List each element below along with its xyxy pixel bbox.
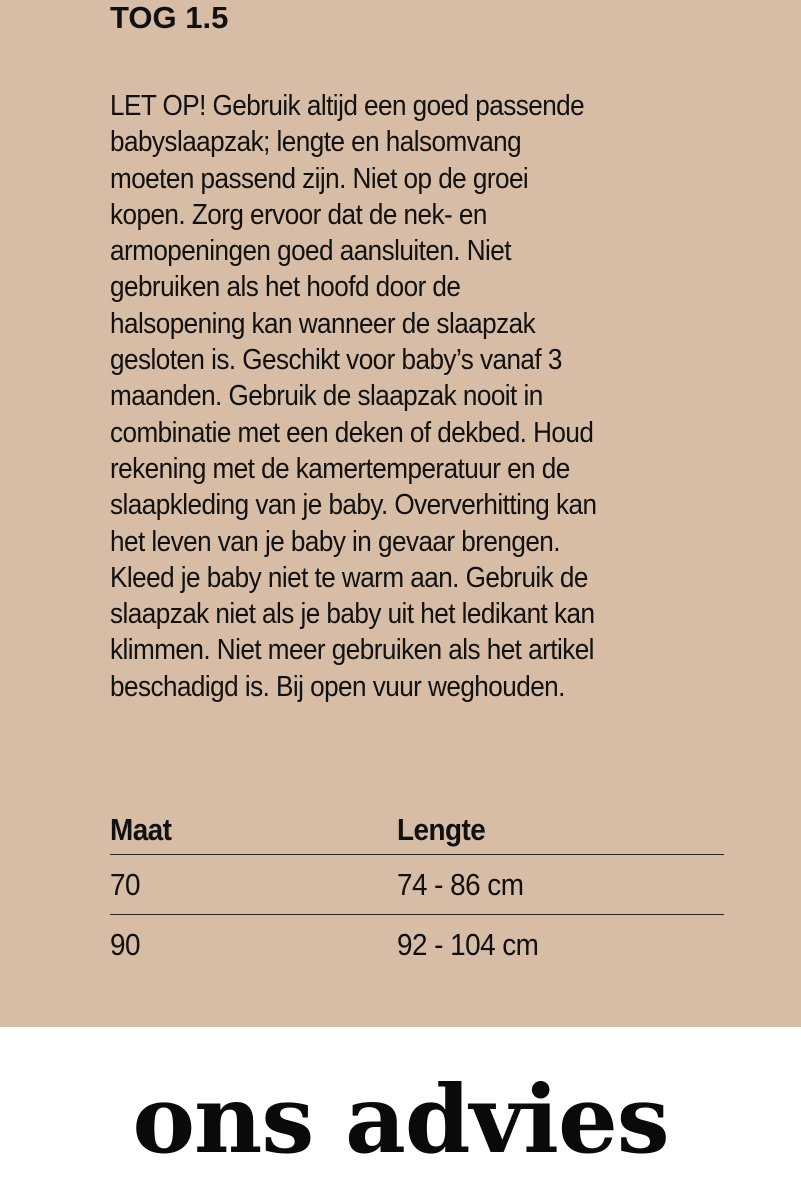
table-row: [110, 855, 724, 915]
cell-maat: 90: [110, 927, 140, 962]
table-header-row: [110, 806, 724, 855]
tog-rating-title: TOG 1.5: [110, 0, 229, 35]
cell-maat: 70: [110, 867, 140, 902]
warning-line: kopen. Zorg ervoor dat de nek- en: [110, 198, 487, 231]
size-table: [110, 806, 724, 974]
warning-line: Kleed je baby niet te warm aan. Gebruik de: [110, 561, 588, 594]
table-row: [110, 915, 724, 974]
advice-heading: ons advies: [132, 1065, 669, 1175]
warning-line: rekening met de kamertemperatuur en de: [110, 452, 570, 485]
warning-line: moeten passend zijn. Niet op de groei: [110, 162, 529, 195]
header-lengte: Lengte: [397, 812, 486, 847]
warning-line: combinatie met een deken of dekbed. Houd: [110, 416, 594, 449]
warning-line: het leven van je baby in gevaar brengen.: [110, 525, 560, 558]
warning-line: slaapzak niet als je baby uit het ledikant kan: [110, 598, 595, 631]
warning-line: klimmen. Niet meer gebruiken als het artikel: [110, 634, 594, 667]
warning-line: beschadigd is. Bij open vuur weghouden.: [110, 670, 565, 703]
warning-line: gebruiken als het hoofd door de: [110, 271, 461, 304]
cell-lengte: 92 - 104 cm: [397, 927, 539, 962]
warning-line: armopeningen goed aansluiten. Niet: [110, 235, 511, 268]
warning-line: maanden. Gebruik de slaapzak nooit in: [110, 380, 543, 413]
cell-lengte: 74 - 86 cm: [397, 867, 524, 902]
warning-line: LET OP! Gebruik altijd een goed passende: [110, 90, 585, 122]
header-maat: Maat: [110, 812, 172, 847]
warning-line: babyslaapzak; lengte en halsomvang: [110, 126, 522, 159]
warning-line: halsopening kan wanneer de slaapzak: [110, 307, 536, 340]
warning-line: gesloten is. Geschikt voor baby’s vanaf 3: [110, 344, 562, 377]
warning-line: slaapkleding van je baby. Oververhitting kan: [110, 489, 597, 522]
safety-warning-text: [110, 88, 730, 705]
